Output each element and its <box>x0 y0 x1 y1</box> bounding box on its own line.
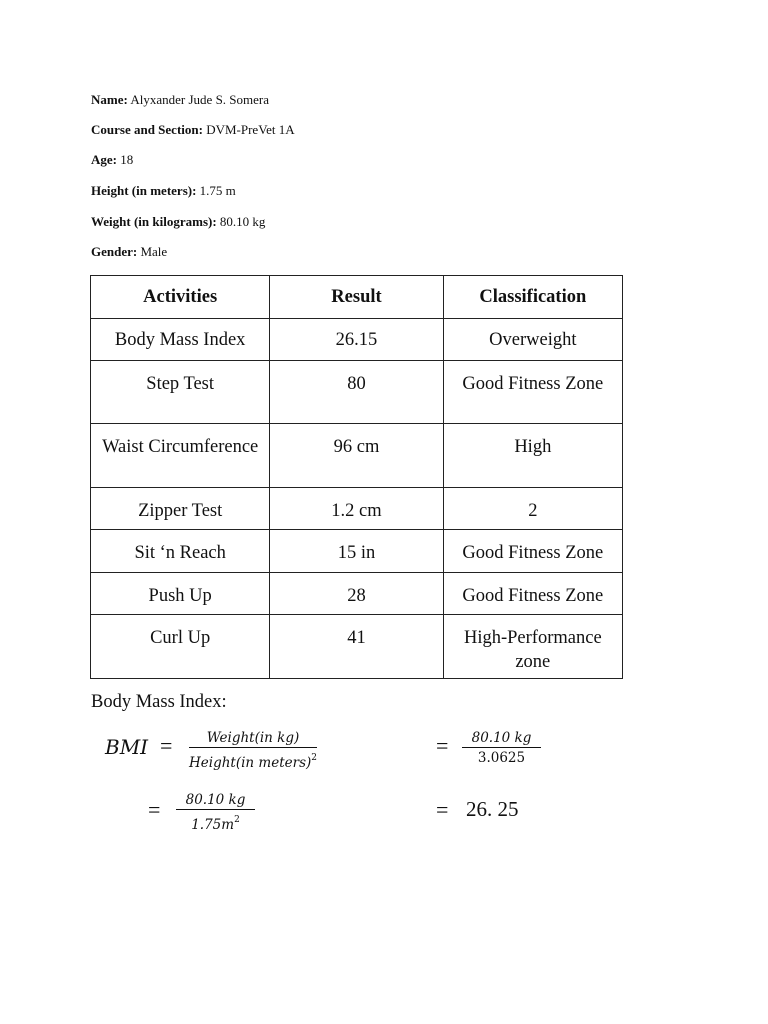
exponent: 2 <box>311 753 317 763</box>
info-label: Course and Section: <box>91 122 203 137</box>
cell-classification: 2 <box>443 488 622 530</box>
step1-denominator: 3.0625 <box>477 750 526 766</box>
equals-sign: = <box>160 733 173 758</box>
column-header-result: Result <box>270 276 443 319</box>
info-name <box>91 92 269 108</box>
table-row <box>91 319 623 361</box>
cell-activity: Sit ‘n Reach <box>91 530 270 573</box>
step2-numerator: 80.10 kg <box>176 791 255 810</box>
column-header-classification: Classification <box>443 276 622 319</box>
step1-numerator: 80.10 kg <box>462 729 541 748</box>
cell-activity: Zipper Test <box>91 488 270 530</box>
info-label: Weight (in kilograms): <box>91 214 217 229</box>
info-value: 1.75 m <box>199 183 236 198</box>
info-label: Age: <box>91 152 117 167</box>
cell-result: 28 <box>270 573 443 615</box>
cell-activity: Waist Circumference <box>91 424 270 488</box>
equals-sign: = <box>148 797 161 822</box>
exponent: 2 <box>234 815 240 825</box>
cell-result: 41 <box>270 615 443 679</box>
cell-activity: Curl Up <box>91 615 270 679</box>
cell-activity: Body Mass Index <box>91 319 270 361</box>
table-row <box>91 530 623 573</box>
cell-result: 1.2 cm <box>270 488 443 530</box>
info-age <box>91 152 133 168</box>
info-weight <box>91 214 265 230</box>
cell-classification: High-Performance zone <box>443 615 622 679</box>
cell-classification: Overweight <box>443 319 622 361</box>
info-course <box>91 122 295 138</box>
info-label: Gender: <box>91 244 138 259</box>
cell-activity: Push Up <box>91 573 270 615</box>
equals-sign: = <box>436 733 449 758</box>
step2-fraction <box>176 791 255 835</box>
info-value: 18 <box>120 152 134 167</box>
cell-classification: Good Fitness Zone <box>443 530 622 573</box>
bmi-lhs: BMI <box>105 735 149 759</box>
cell-result: 15 in <box>270 530 443 573</box>
formula-numerator: Weight(in kg) <box>189 729 317 748</box>
cell-classification: Good Fitness Zone <box>443 361 622 424</box>
formula-denominator <box>189 748 317 773</box>
info-value: Male <box>140 244 168 259</box>
step2-denominator-text: 1.75m <box>191 817 235 833</box>
equals-sign: = <box>436 797 449 822</box>
cell-result: 80 <box>270 361 443 424</box>
activities-table <box>90 275 623 679</box>
table-row <box>91 615 623 679</box>
info-label: Height (in meters): <box>91 183 197 198</box>
info-value: 80.10 kg <box>219 214 266 229</box>
column-header-activities: Activities <box>91 276 270 319</box>
formula-denominator-text: Height(in meters) <box>189 755 312 771</box>
cell-classification: High <box>443 424 622 488</box>
info-gender <box>91 244 167 260</box>
info-value: DVM-PreVet 1A <box>206 122 295 137</box>
table-row <box>91 488 623 530</box>
info-value: Alyxander Jude S. Somera <box>130 92 270 107</box>
table-row <box>91 424 623 488</box>
info-label: Name: <box>91 92 128 107</box>
cell-result: 26.15 <box>270 319 443 361</box>
bmi-formula-fraction <box>189 729 317 773</box>
step1-fraction <box>462 729 541 768</box>
table-row <box>91 361 623 424</box>
cell-activity: Step Test <box>91 361 270 424</box>
table-header-row <box>91 276 623 319</box>
cell-result: 96 cm <box>270 424 443 488</box>
bmi-result: 26. 25 <box>466 797 519 821</box>
step2-denominator <box>176 810 255 835</box>
table-row <box>91 573 623 615</box>
info-height <box>91 183 236 199</box>
cell-classification: Good Fitness Zone <box>443 573 622 615</box>
bmi-heading: Body Mass Index: <box>91 692 227 712</box>
